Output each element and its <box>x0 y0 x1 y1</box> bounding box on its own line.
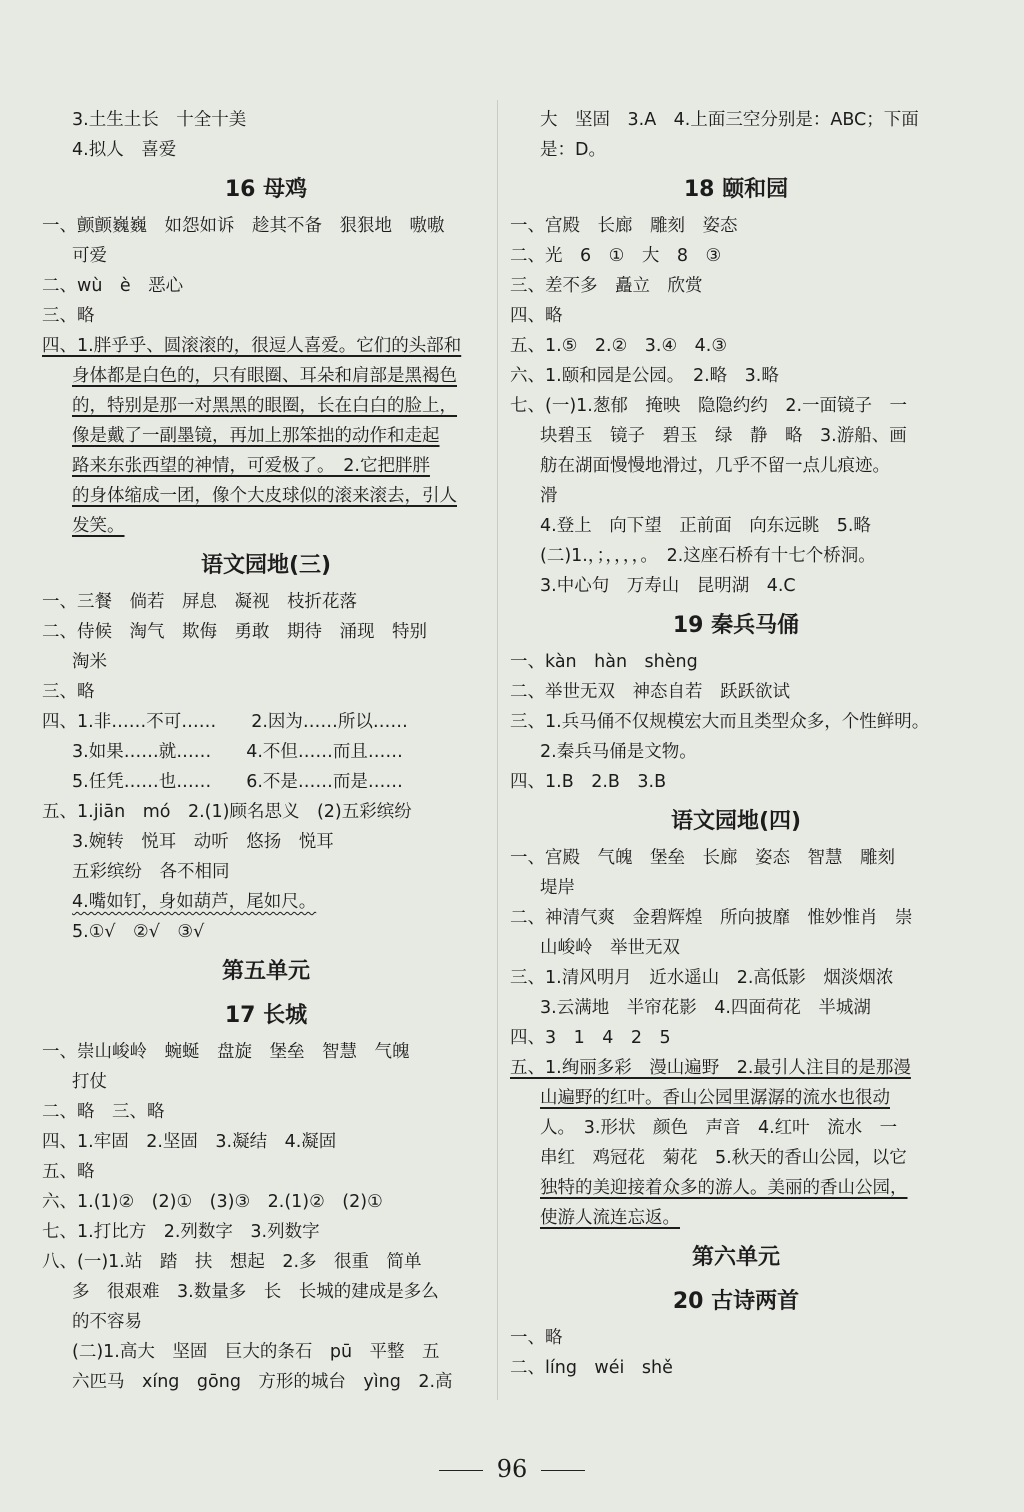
answer-text: 六、1.颐和园是公园。 2.略 3.略 <box>510 366 779 386</box>
answer-line <box>510 1323 962 1353</box>
section-title-text: 20 古诗两首 <box>672 1289 800 1314</box>
answer-text: 三、略 <box>42 682 95 702</box>
answer-line <box>510 873 962 903</box>
answer-line <box>510 647 962 677</box>
answer-line <box>42 301 490 331</box>
answer-text: 二、wù è 恶心 <box>42 276 184 296</box>
answer-line <box>510 481 962 511</box>
answer-text: 二、侍候 淘气 欺侮 勇敢 期待 涌现 特别 <box>42 622 427 642</box>
answer-line <box>42 887 490 917</box>
section-title <box>42 955 490 991</box>
right-column <box>510 105 962 1383</box>
answer-line <box>42 617 490 647</box>
answer-text: 的身体缩成一团，像个大皮球似的滚来滚去，引人 <box>72 486 457 506</box>
answer-text: 一、略 <box>510 1328 563 1348</box>
answer-text: 5.①√ ②√ ③√ <box>72 922 205 942</box>
answer-text: 四、3 1 4 2 5 <box>510 1028 671 1048</box>
answer-line <box>42 211 490 241</box>
section-title-text: 16 母鸡 <box>224 177 308 202</box>
answer-text: 4.拟人 喜爱 <box>72 140 177 160</box>
answer-line <box>510 105 962 135</box>
answer-line <box>510 843 962 873</box>
answer-line <box>510 301 962 331</box>
footer-dash-left <box>439 1470 483 1471</box>
answer-line <box>42 857 490 887</box>
answer-text: 七、(一)1.葱郁 掩映 隐隐约约 2.一面镜子 一 <box>510 396 908 416</box>
answer-line <box>42 511 490 541</box>
answer-line <box>510 737 962 767</box>
answer-text: 山峻岭 举世无双 <box>540 938 680 958</box>
answer-line <box>510 993 962 1023</box>
answer-line <box>510 511 962 541</box>
answer-text: 3.如果……就…… 4.不但……而且…… <box>72 742 403 762</box>
answer-text: 二、举世无双 神态自若 跃跃欲试 <box>510 682 790 702</box>
answer-line <box>510 1053 962 1083</box>
answer-line <box>42 361 490 391</box>
answer-text: 5.任凭……也…… 6.不是……而是…… <box>72 772 403 792</box>
section-title-text: 语文园地(三) <box>200 553 332 578</box>
answer-text: 身体都是白色的，只有眼圈、耳朵和肩部是黑褐色 <box>72 366 457 386</box>
answer-line <box>510 1173 962 1203</box>
answer-text: 三、略 <box>42 306 95 326</box>
answer-line <box>510 1143 962 1173</box>
answer-line <box>42 1247 490 1277</box>
answer-text: 三、1.清风明月 近水遥山 2.高低影 烟淡烟浓 <box>510 968 894 988</box>
answer-line <box>510 1083 962 1113</box>
column-divider <box>497 100 498 1400</box>
answer-line <box>510 451 962 481</box>
answer-line <box>510 707 962 737</box>
footer-dash-right <box>541 1470 585 1471</box>
answer-line <box>510 1353 962 1383</box>
answer-text: 四、1.胖乎乎、圆滚滚的，很逗人喜爱。它们的头部和 <box>42 336 462 356</box>
section-title-text: 第六单元 <box>691 1245 780 1270</box>
page-footer <box>0 1455 1024 1483</box>
answer-text: 2.秦兵马俑是文物。 <box>540 742 697 762</box>
answer-text: 一、宫殿 长廊 雕刻 姿态 <box>510 216 738 236</box>
answer-text: (二)1.高大 坚固 巨大的条石 pū 平整 五 <box>72 1342 440 1362</box>
section-title <box>510 1285 962 1321</box>
answer-line <box>42 451 490 481</box>
answer-line <box>510 241 962 271</box>
answer-text: 大 坚固 3.A 4.上面三空分别是：ABC；下面 <box>540 110 919 130</box>
answer-line <box>42 481 490 511</box>
answer-line <box>510 421 962 451</box>
section-title <box>42 999 490 1035</box>
answer-line <box>510 211 962 241</box>
answer-line <box>510 963 962 993</box>
answer-line <box>42 827 490 857</box>
answer-line <box>42 1337 490 1367</box>
answer-text: 二、光 6 ① 大 8 ③ <box>510 246 722 266</box>
answer-text: 3.婉转 悦耳 动听 悠扬 悦耳 <box>72 832 334 852</box>
answer-line <box>42 1037 490 1067</box>
answer-line <box>510 677 962 707</box>
section-title <box>510 173 962 209</box>
page-number: 96 <box>496 1455 528 1483</box>
answer-text: 独特的美迎接着众多的游人。美丽的香山公园， <box>540 1178 908 1198</box>
answer-line <box>510 767 962 797</box>
answer-text: 打仗 <box>72 1072 107 1092</box>
answer-text: 五、1.绚丽多彩 漫山遍野 2.最引人注目的是那漫 <box>510 1058 911 1078</box>
section-title-text: 17 长城 <box>224 1003 308 1028</box>
answer-line <box>42 767 490 797</box>
answer-line <box>42 1277 490 1307</box>
answer-text: 可爱 <box>72 246 107 266</box>
answer-line <box>510 331 962 361</box>
answer-text: 的，特别是那一对黑黑的眼圈，长在白白的脸上， <box>72 396 457 416</box>
answer-text: 五、略 <box>42 1162 95 1182</box>
answer-text: 3.中心句 万寿山 昆明湖 4.C <box>540 576 796 596</box>
answer-line <box>42 797 490 827</box>
answer-text: 五、1.⑤ 2.② 3.④ 4.③ <box>510 336 728 356</box>
answer-text: 四、1.牢固 2.坚固 3.凝结 4.凝固 <box>42 1132 337 1152</box>
answer-text: 4.登上 向下望 正前面 向东远眺 5.略 <box>540 516 871 536</box>
answer-text: 四、1.非……不可…… 2.因为……所以…… <box>42 712 408 732</box>
answer-text: 四、1.B 2.B 3.B <box>510 772 667 792</box>
answer-text: 二、神清气爽 金碧辉煌 所向披靡 惟妙惟肖 崇 <box>510 908 913 928</box>
answer-line <box>42 1187 490 1217</box>
answer-text: 三、差不多 矗立 欣赏 <box>510 276 703 296</box>
answer-line <box>42 1367 490 1397</box>
answer-text: 四、略 <box>510 306 563 326</box>
answer-line <box>42 1307 490 1337</box>
answer-line <box>42 707 490 737</box>
section-title <box>42 549 490 585</box>
answer-line <box>42 331 490 361</box>
answer-text: 山遍野的红叶。香山公园里潺潺的流水也很动 <box>540 1088 890 1108</box>
section-title-text: 语文园地(四) <box>670 809 802 834</box>
answer-text: 滑 <box>540 486 558 506</box>
answer-text: 4.嘴如钉，身如葫芦，尾如尺。 <box>72 892 317 912</box>
answer-text: 一、宫殿 气魄 堡垒 长廊 姿态 智慧 雕刻 <box>510 848 895 868</box>
answer-text: 堤岸 <box>540 878 575 898</box>
answer-text: 像是戴了一副墨镜，再加上那笨拙的动作和走起 <box>72 426 440 446</box>
answer-line <box>510 1203 962 1233</box>
section-title-text: 19 秦兵马俑 <box>672 613 800 638</box>
answer-text: 二、略 三、略 <box>42 1102 165 1122</box>
section-title <box>510 805 962 841</box>
answer-line <box>42 1067 490 1097</box>
answer-line <box>510 571 962 601</box>
section-title-text: 第五单元 <box>221 959 310 984</box>
answer-text: 五彩缤纷 各不相同 <box>72 862 230 882</box>
answer-text: 三、1.兵马俑不仅规模宏大而且类型众多，个性鲜明。 <box>510 712 930 732</box>
answer-text: 二、líng wéi shě <box>510 1358 673 1378</box>
section-title <box>510 609 962 645</box>
answer-text: 一、三餐 倘若 屏息 凝视 枝折花落 <box>42 592 357 612</box>
answer-line <box>42 677 490 707</box>
answer-text: 六、1.(1)② (2)① (3)③ 2.(1)② (2)① <box>42 1192 383 1212</box>
answer-text: 的不容易 <box>72 1312 142 1332</box>
answer-text: 淘米 <box>72 652 107 672</box>
answer-text: (二)1.，；，，，，。 2.这座石桥有十七个桥洞。 <box>540 546 876 566</box>
answer-text: 八、(一)1.站 踏 扶 想起 2.多 很重 简单 <box>42 1252 422 1272</box>
answer-line <box>42 135 490 165</box>
answer-line <box>510 271 962 301</box>
answer-text: 串红 鸡冠花 菊花 5.秋天的香山公园，以它 <box>540 1148 907 1168</box>
answer-line <box>510 903 962 933</box>
answer-line <box>510 391 962 421</box>
answer-line <box>510 361 962 391</box>
section-title-text: 18 颐和园 <box>683 177 789 202</box>
answer-text: 人。 3.形状 颜色 声音 4.红叶 流水 一 <box>540 1118 898 1138</box>
answer-line <box>42 105 490 135</box>
answer-line <box>42 1217 490 1247</box>
answer-line <box>42 391 490 421</box>
answer-text: 使游人流连忘返。 <box>540 1208 680 1228</box>
answer-text: 一、崇山峻岭 蜿蜒 盘旋 堡垒 智慧 气魄 <box>42 1042 410 1062</box>
answer-text: 3.土生土长 十全十美 <box>72 110 247 130</box>
answer-line <box>510 541 962 571</box>
answer-line <box>42 271 490 301</box>
answer-line <box>42 1127 490 1157</box>
answer-text: 发笑。 <box>72 516 125 536</box>
answer-text: 一、kàn hàn shèng <box>510 652 698 672</box>
answer-line <box>42 1157 490 1187</box>
answer-line <box>42 1097 490 1127</box>
answer-text: 六匹马 xíng gōng 方形的城台 yìng 2.高 <box>72 1372 453 1392</box>
answer-line <box>510 933 962 963</box>
answer-text: 五、1.jiān mó 2.(1)顾名思义 (2)五彩缤纷 <box>42 802 412 822</box>
answer-line <box>42 737 490 767</box>
answer-line <box>510 1113 962 1143</box>
answer-line <box>42 917 490 947</box>
answer-line <box>42 647 490 677</box>
left-column <box>42 105 490 1397</box>
answer-text: 七、1.打比方 2.列数字 3.列数字 <box>42 1222 320 1242</box>
section-title <box>42 173 490 209</box>
section-title <box>510 1241 962 1277</box>
answer-text: 路来东张西望的神情，可爱极了。 2.它把胖胖 <box>72 456 430 476</box>
answer-text: 3.云满地 半帘花影 4.四面荷花 半城湖 <box>540 998 871 1018</box>
answer-text: 是：D。 <box>540 140 606 160</box>
answer-text: 多 很艰难 3.数量多 长 长城的建成是多么 <box>72 1282 439 1302</box>
answer-line <box>42 587 490 617</box>
answer-line <box>42 421 490 451</box>
answer-text: 一、颤颤巍巍 如怨如诉 趁其不备 狠狠地 嗷嗷 <box>42 216 445 236</box>
answer-line <box>510 135 962 165</box>
answer-text: 块碧玉 镜子 碧玉 绿 静 略 3.游船、画 <box>540 426 907 446</box>
answer-line <box>42 241 490 271</box>
answer-line <box>510 1023 962 1053</box>
answer-text: 舫在湖面慢慢地滑过，几乎不留一点儿痕迹。 <box>540 456 890 476</box>
